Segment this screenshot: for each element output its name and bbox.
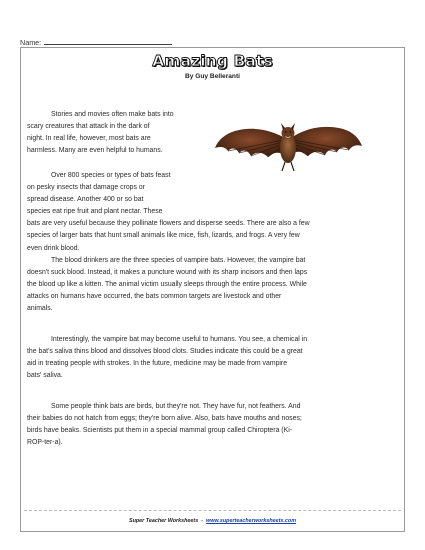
paragraph-2-line: species eat ripe fruit and plant nectar. These [27,208,163,216]
paragraph-1 [27,109,174,157]
paragraph-3-line: doesn't suck blood. Instead, it makes a puncture wound with its sharp incisors and then laps [27,269,308,277]
paragraph-2-line: species of larger bats that hunt small animals like mice, fish, lizards, and frogs. A very few [27,232,300,240]
paragraph-3 [27,255,307,315]
paragraph-2-line: bats are very useful because they pollinate flowers and disperse seeds. There are also a few [27,220,310,228]
paragraph-3-line: the blood up like a kitten. The animal victim usually sleeps through the entire process. While [27,281,307,289]
footer-divider [24,510,401,511]
paragraph-5-line: ROP-ter-a). [27,439,63,447]
paragraph-1-line: night. In real life, however, most bats are [27,135,151,143]
paragraph-4 [27,334,307,382]
byline: By Guy Belleranti [185,73,240,80]
paragraph-4-line: aid in treating people with strokes. In the future, medicine may be made from vampire [27,360,288,368]
paragraph-3-line: attacks on humans have occurred, the bats common targets are livestock and other [27,293,282,301]
paragraph-1-line: scary creatures that attack in the dark of [27,123,150,131]
paragraph-1-line: harmless. Many are even helpful to humans. [27,147,163,155]
paragraph-3-line: animals. [27,305,53,313]
name-blank-line[interactable] [44,38,172,45]
paragraph-2-line: Over 800 species or types of bats feast [51,172,171,179]
name-field-row [20,38,172,47]
footer-url-link[interactable]: www.superteacherworksheets.com [206,518,296,524]
name-label: Name: [20,38,42,47]
paragraph-1-line: Stories and movies often make bats into [51,111,174,118]
paragraph-4-line: the bat's saliva thins blood and dissolves blood clots. Studies indicate this could be a great [27,348,303,356]
paragraph-5 [27,401,302,449]
paragraph-2 [27,170,310,255]
footer-brand: Super Teacher Worksheets [129,518,199,524]
paragraph-2-line: spread disease. Another 400 or so bat [27,196,144,204]
footer [0,518,425,524]
paragraph-2-line: even drink blood. [27,244,80,252]
paragraph-5-line: Some people think bats are birds, but they're not. They have fur, not feathers. And [51,403,301,410]
paragraph-5-line: birds have beaks. Scientists put them in a special mammal group called Chiroptera (Ki- [27,427,293,435]
paragraph-2-line: on pesky insects that damage crops or [27,184,145,192]
footer-separator: - [201,518,204,524]
paragraph-3-line: The blood drinkers are the three species of vampire bats. However, the vampire bat [51,257,306,264]
paragraph-5-line: their babies do not hatch from eggs; they're born alive. Also, bats have mouths and noses; [27,415,302,423]
paragraph-4-line: Interestingly, the vampire bat may become useful to humans. You see, a chemical in [51,336,308,343]
page-title: Amazing Bats [152,52,273,70]
paragraph-4-line: bats' saliva. [27,372,63,380]
